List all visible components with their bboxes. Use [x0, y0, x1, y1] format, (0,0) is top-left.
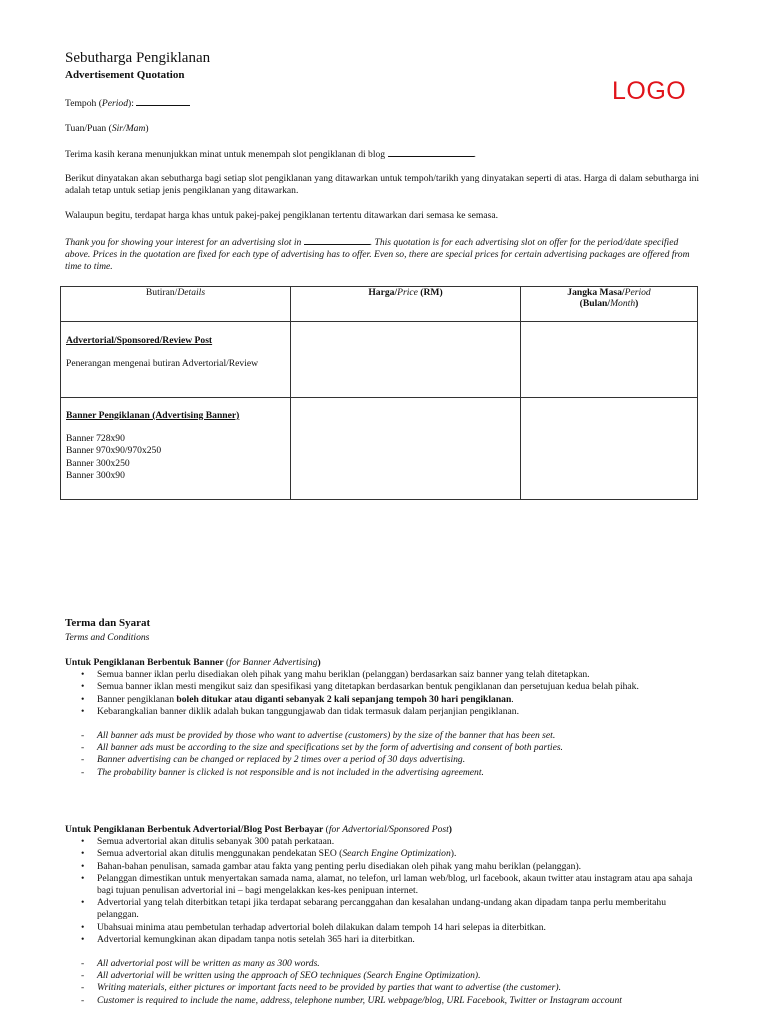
list-item	[65, 848, 705, 860]
list-item	[65, 861, 705, 873]
bullet-text: Semua banner iklan perlu disediakan oleh pihak yang mahu beriklan (pelanggan) berdasarkan saiz banner yang telah ditetapkan.	[97, 669, 590, 681]
dash-text: The probability banner is clicked is not responsible and is not included in the advertising agreement.	[97, 766, 484, 778]
bullet-icon: •	[81, 681, 85, 693]
document-title: Sebutharga Pengiklanan	[65, 50, 211, 66]
dash-text: Banner advertising can be changed or replaced by 2 times over a period of 30 days advertising.	[97, 754, 466, 766]
salutation-label: Tuan/Puan (	[65, 123, 112, 134]
quotation-table	[60, 286, 698, 500]
header-details-en: Details	[177, 287, 206, 298]
header-price-en: Price	[397, 287, 418, 298]
header-price	[291, 287, 521, 322]
dash-text: All banner ads must be according to the size and specifications set by the form of advertising and consent of both parties.	[97, 742, 563, 754]
advertorial-details-cell	[61, 322, 291, 398]
banner-period-cell[interactable]	[521, 398, 698, 500]
bullet-text: Ubahsuai minima atau pembetulan terhadap advertorial boleh dilakukan dalam tempoh 14 hari selepas ia diterbitkan.	[97, 921, 546, 933]
period-blank[interactable]	[136, 97, 190, 106]
advertorial-terms-title-en: for Advertorial/Sponsored Post	[328, 824, 449, 835]
dash-icon: -	[81, 982, 85, 994]
intro-paragraph-ms	[65, 148, 705, 161]
bullet-text: Bahan-bahan penulisan, samada gambar atau fakta yang penting perlu disediakan oleh pihak yang mahu beriklan (pelanggan).	[97, 860, 582, 872]
advertorial-terms-title	[65, 824, 705, 836]
list-item	[65, 742, 705, 754]
dash-icon: -	[81, 754, 85, 766]
list-item	[65, 754, 705, 766]
bullet-text: Semua advertorial akan ditulis menggunakan pendekatan SEO (	[97, 848, 343, 860]
header-period	[521, 287, 698, 322]
list-item	[65, 982, 705, 994]
dash-icon: -	[81, 958, 85, 970]
dash-text: All advertorial post will be written as many as 300 words.	[97, 958, 320, 970]
bullet-icon: •	[81, 860, 85, 872]
salutation-label-en: Sir/Mam	[111, 123, 146, 134]
list-item	[65, 767, 705, 779]
special-price-paragraph-ms: Walaupun begitu, terdapat harga khas untuk pakej-pakej pengiklanan tertentu ditawarkan dari semasa ke semasa.	[65, 210, 499, 221]
bullet-icon: •	[81, 693, 85, 705]
dash-text: All banner ads must be provided by those who want to advertise (customers) by the size of the banner that has been set.	[97, 730, 556, 742]
intro-paragraph-en	[65, 236, 705, 274]
banner-size-item: Banner 300x250	[66, 457, 130, 469]
header-price-unit: (RM)	[417, 287, 443, 298]
salutation-label-end: )	[145, 123, 149, 134]
dash-icon: -	[81, 730, 85, 742]
dash-text: All advertorial will be written using the approach of SEO techniques (Search Engine Optimization).	[97, 970, 481, 982]
header-month-en: Month	[610, 298, 636, 309]
period-field	[65, 97, 705, 110]
intro-en-b: . This quotation is for each advertising slot on offer for the period/date specified above. Prices in the quotation are fixed for each type of advertising has to offer. Even so, there are special prices for certain advertising packages are offered from time to time.	[65, 237, 690, 273]
header-period-en: Period	[624, 287, 651, 298]
list-item	[65, 897, 705, 921]
terms-heading: Terma dan Syarat	[65, 617, 151, 629]
table-header-row	[61, 287, 698, 322]
dash-icon: -	[81, 742, 85, 754]
banner-terms-title-ms: Untuk Pengiklanan Berbentuk Banner	[65, 657, 224, 668]
bullet-text: Banner pengiklanan	[97, 693, 177, 705]
list-item	[65, 681, 705, 693]
list-item	[65, 970, 705, 982]
period-label-en: Period	[101, 98, 129, 109]
blog-name-blank-en[interactable]	[304, 236, 370, 245]
bullet-text-italic: Search Engine Optimization	[342, 848, 451, 860]
header-price-ms: Harga/	[368, 287, 398, 298]
header-month-end: )	[635, 298, 639, 309]
bullet-text: Kebarangkalian banner diklik adalah bukan tanggungjawab dan tidak termasuk dalam perjanjian pengiklanan.	[97, 705, 519, 717]
advertorial-terms-title-ms: Untuk Pengiklanan Berbentuk Advertorial/Blog Post Berbayar	[65, 824, 324, 835]
advertorial-terms-paren-open: (	[323, 824, 329, 835]
dash-text: Customer is required to include the name, address, telephone number, URL webpage/blog, URL Facebook, Twitter or Instagram account	[97, 994, 622, 1006]
advertorial-period-cell[interactable]	[521, 322, 698, 398]
bullet-icon: •	[81, 669, 85, 681]
bullet-icon: •	[81, 872, 85, 884]
terms-subheading: Terms and Conditions	[65, 632, 150, 643]
bullet-icon: •	[81, 705, 85, 717]
banner-terms-title	[65, 657, 705, 669]
list-item	[65, 934, 705, 946]
header-details	[61, 287, 291, 322]
bullet-text: Advertorial kemungkinan akan dipadam tanpa notis setelah 365 hari ia diterbitkan.	[97, 933, 415, 945]
intro-en-a: Thank you for showing your interest for an advertising slot in	[65, 237, 302, 248]
bullet-text-end: ).	[450, 848, 457, 860]
period-label-end: ):	[128, 98, 134, 109]
logo-placeholder: LOGO	[612, 77, 687, 105]
header-month-ms: (Bulan/	[579, 298, 611, 309]
document-subtitle: Advertisement Quotation	[65, 69, 185, 81]
bullet-text: Semua banner iklan mesti mengikut saiz dan spesifikasi yang ditetapkan berdasarkan bentuk pengiklanan dan persetujuan kedua belah pihak.	[97, 681, 639, 693]
banner-price-cell[interactable]	[291, 398, 521, 500]
quotation-paragraph-ms: Berikut dinyatakan akan sebutharga bagi setiap slot pengiklanan yang ditawarkan untuk tempoh/tarikh yang dinyatakan seperti di atas. Harga di dalam sebutharga ini adalah tetap untuk setiap jenis pengiklanan yang ditawarkan.	[65, 173, 700, 197]
list-item	[65, 922, 705, 934]
advertorial-description: Penerangan mengenai butiran Advertorial/Review	[66, 358, 259, 369]
bullet-icon: •	[81, 836, 85, 848]
banner-terms-section	[65, 657, 705, 779]
banner-size-list	[66, 433, 285, 483]
banner-size-item: Banner 300x90	[66, 470, 125, 482]
list-item	[65, 669, 705, 681]
bullet-text: Advertorial yang telah diterbitkan tetapi jika terdapat sebarang percanggahan dan kesalahan undang-undang akan dipadam tanpa perlu memberitahu pelanggan.	[97, 897, 667, 921]
banner-terms-title-en: for Banner Advertising	[229, 657, 318, 668]
bullet-text-bold: boleh ditukar atau diganti sebanyak 2 kali sepanjang tempoh 30 hari pengiklanan	[176, 693, 512, 705]
intro-text: Terima kasih kerana menunjukkan minat untuk menempah slot pengiklanan di blog	[65, 149, 386, 160]
list-item	[65, 730, 705, 742]
dash-icon: -	[81, 766, 85, 778]
header-details-ms: Butiran/	[145, 287, 178, 298]
banner-size-item: Banner 970x90/970x250	[66, 445, 162, 457]
blog-name-blank[interactable]	[388, 148, 474, 157]
bullet-text: Pelanggan dimestikan untuk menyertakan samada nama, alamat, no telefon, url laman web/blog, url facebook, akaun twitter atau instagram atau apa sahaja bagi tujuan penulisan advertorial ini – bagi mengelakkan kes-kes penipuan internet.	[97, 872, 693, 897]
list-item	[65, 873, 705, 897]
dash-icon: -	[81, 970, 85, 982]
list-item	[65, 836, 705, 848]
table-row-advertorial	[61, 322, 698, 398]
list-item	[65, 995, 705, 1007]
list-item	[65, 694, 705, 706]
bullet-icon: •	[81, 848, 85, 860]
advertorial-terms-paren-close: )	[448, 824, 452, 835]
table-row-banner	[61, 398, 698, 500]
intro-end: .	[473, 149, 476, 160]
period-label: Tempoh (	[65, 98, 102, 109]
advertorial-terms-section	[65, 824, 705, 1007]
list-item	[65, 706, 705, 718]
banner-heading: Banner Pengiklanan (Advertising Banner)	[66, 410, 240, 421]
dash-text: Writing materials, either pictures or important facts need to be provided by parties that want to advertise (the customer).	[97, 982, 561, 994]
banner-terms-paren-open: (	[223, 657, 230, 668]
header-period-ms: Jangka Masa/	[567, 287, 625, 298]
bullet-text-end: .	[511, 693, 514, 705]
bullet-text: Semua advertorial akan ditulis sebanyak 300 patah perkataan.	[97, 836, 335, 848]
advertorial-price-cell[interactable]	[291, 322, 521, 398]
banner-details-cell	[61, 398, 291, 500]
dash-icon: -	[81, 994, 85, 1006]
banner-size-item: Banner 728x90	[66, 433, 125, 444]
bullet-icon: •	[81, 897, 85, 909]
banner-terms-paren-close: )	[317, 657, 321, 668]
salutation-field	[65, 123, 705, 135]
bullet-icon: •	[81, 921, 85, 933]
advertorial-heading: Advertorial/Sponsored/Review Post	[66, 335, 213, 346]
list-item	[65, 958, 705, 970]
bullet-icon: •	[81, 933, 85, 945]
